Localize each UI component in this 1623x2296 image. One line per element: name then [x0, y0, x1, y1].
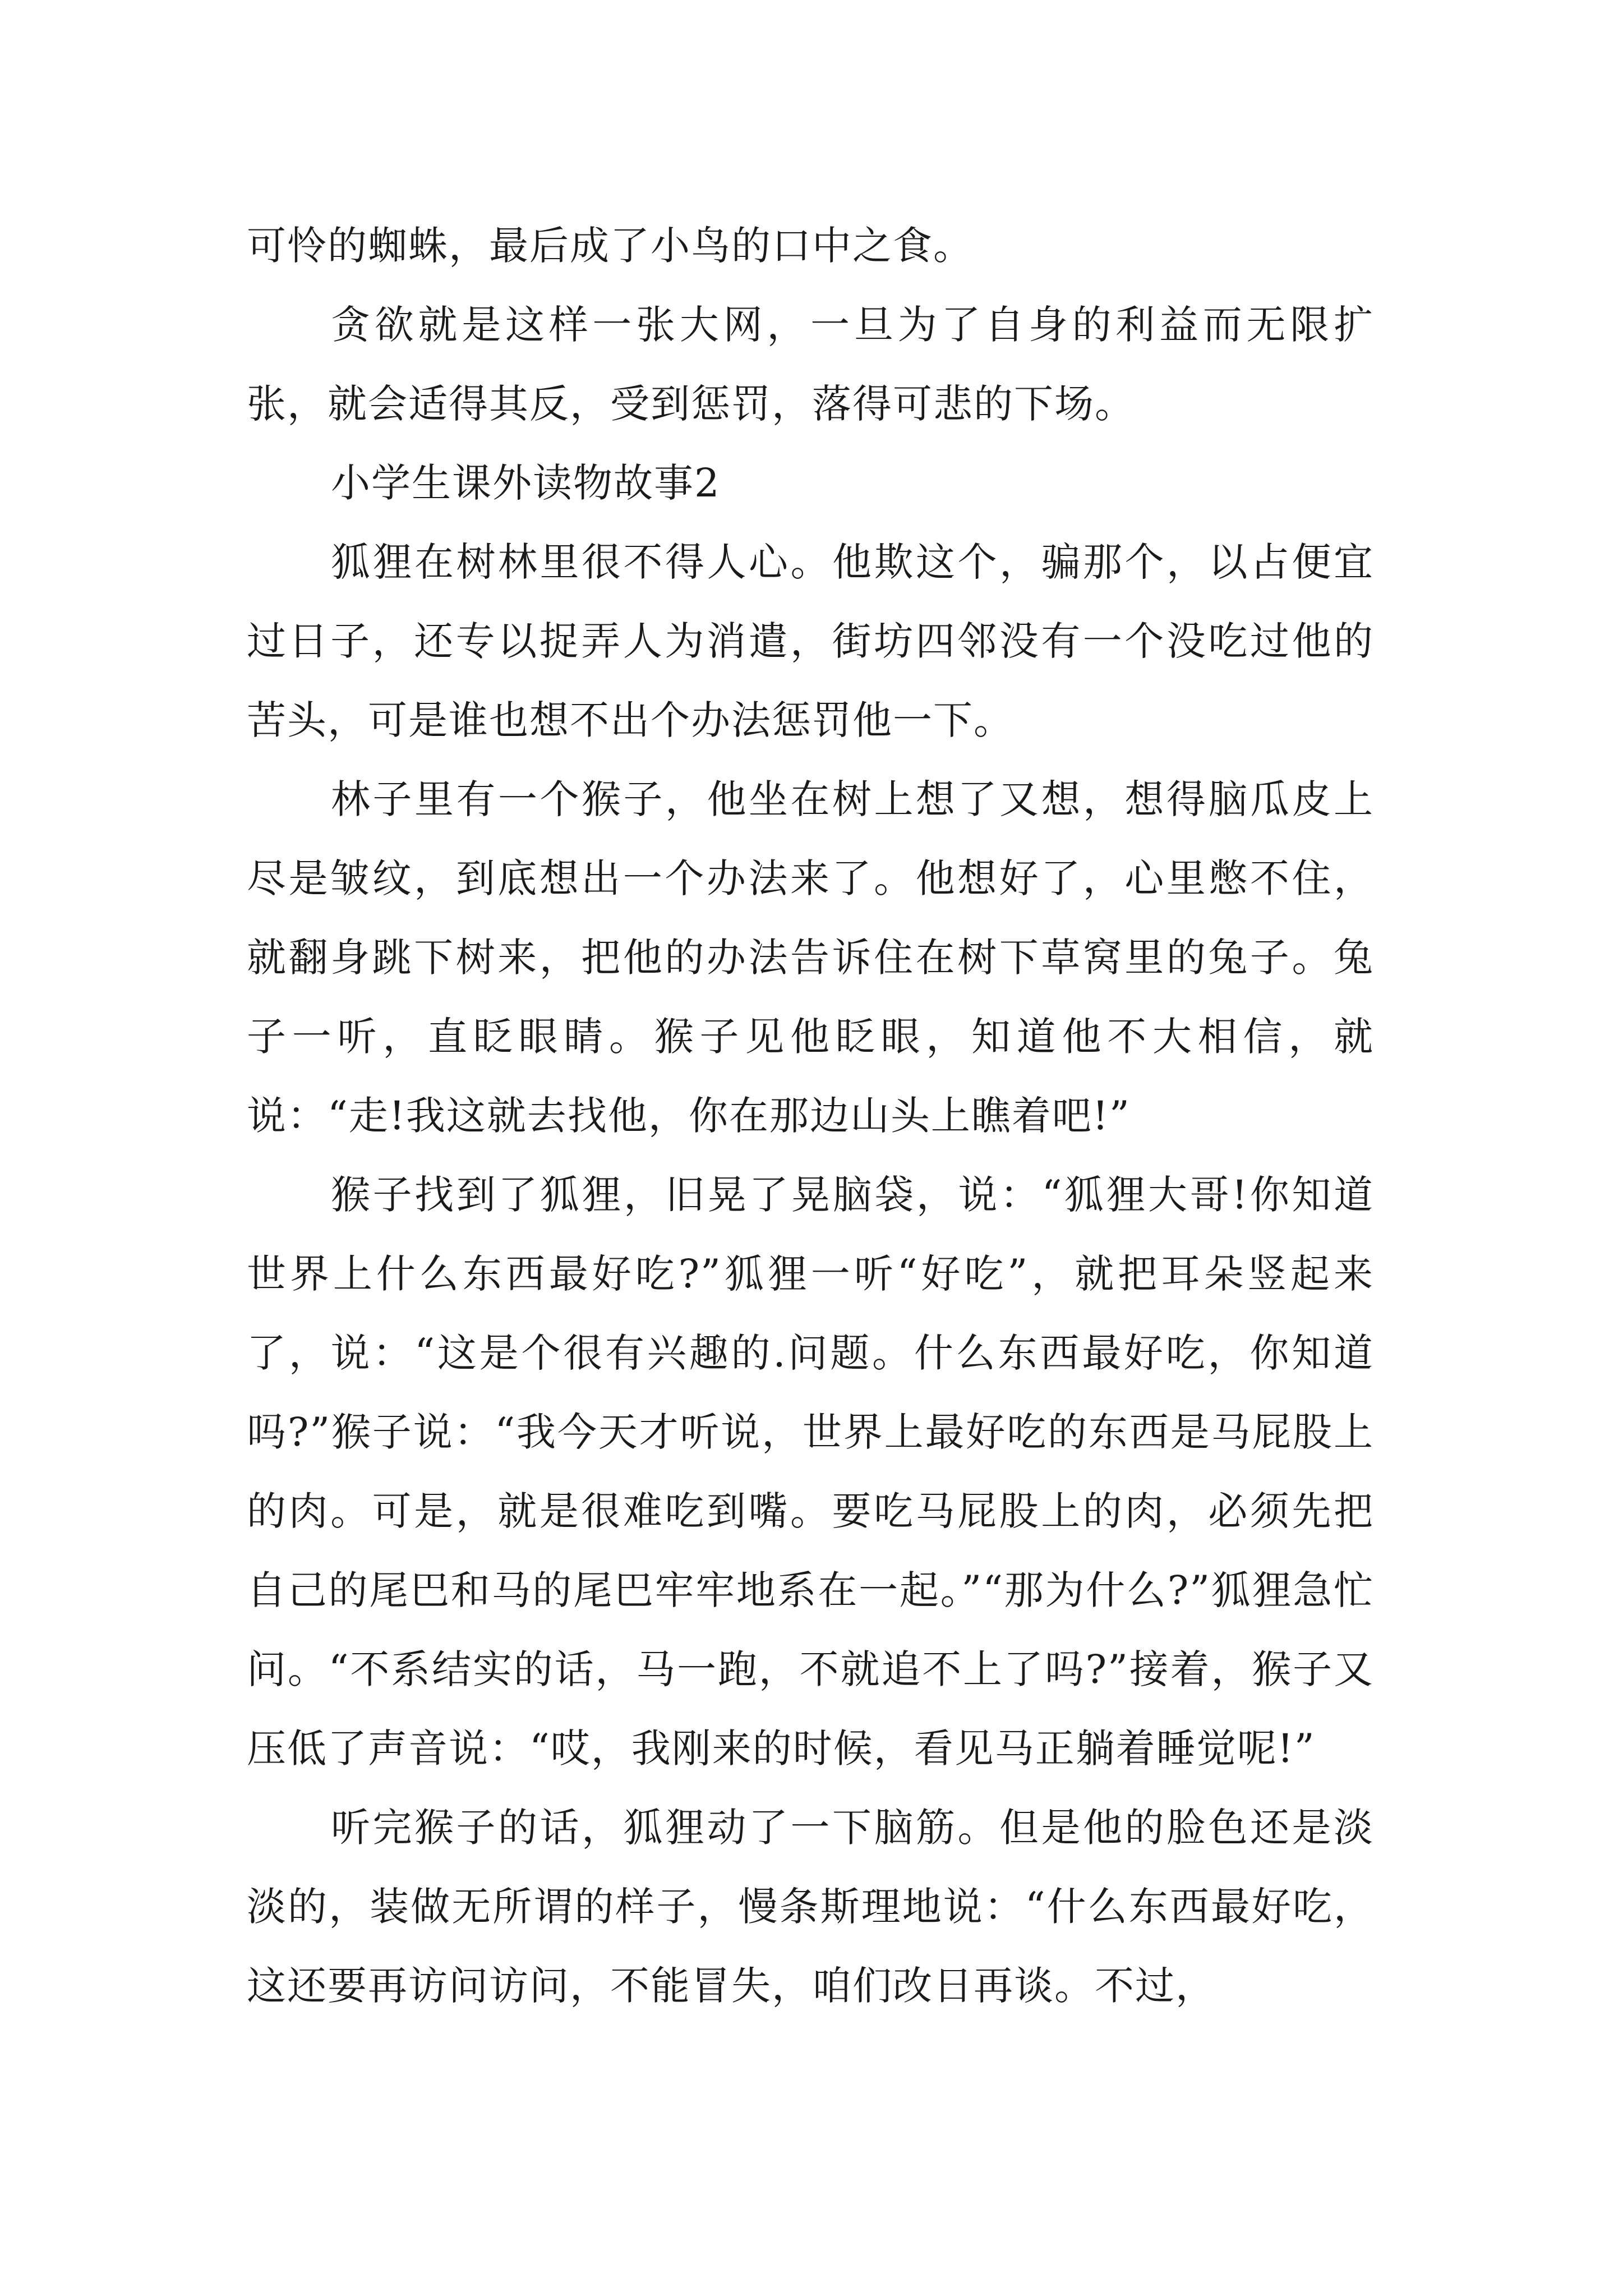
paragraph-1: 可怜的蜘蛛，最后成了小鸟的口中之食。 — [247, 223, 974, 269]
paragraph-4: 林子里有一个猴子，他坐在树上想了又想，想得脑瓜皮上尽是皱纹，到底想出一个办法来了。他想好了，心里憋不住，就翻身跳下树来，把他的办法告诉住在树下草窝里的兔子。兔子一听，直眨眼睛。猴子见他眨眼，知道他不大相信，就说：“走!我这就去找他，你在那边山头上瞧着吧!” — [247, 776, 1374, 1139]
paragraph-5: 猴子找到了狐狸，旧晃了晃脑袋，说：“狐狸大哥!你知道世界上什么东西最好吃?”狐狸一听“好吃”，就把耳朵竖起来了，说：“这是个很有兴趣的.问题。什么东西最好吃，你知道吗?”猴子说：“我今天才听说，世界上最好吃的东西是马屁股上的肉。可是，就是很难吃到嘴。要吃马屁股上的肉，必须先把自己的尾巴和马的尾巴牢牢地系在一起。”“那为什么?”狐狸急忙问。“不系结实的话，马一跑，不就追不上了吗?”接着，猴子又压低了声音说：“哎，我刚来的时候，看见马正躺着睡觉呢!” — [247, 1172, 1374, 1772]
paragraph-3: 狐狸在树林里很不得人心。他欺这个，骗那个，以占便宜过日子，还专以捉弄人为消遣，街坊四邻没有一个没吃过他的苦头，可是谁也想不出个办法惩罚他一下。 — [247, 539, 1374, 743]
paragraph-6: 听完猴子的话，狐狸动了一下脑筋。但是他的脸色还是淡淡的，装做无所谓的样子，慢条斯理地说：“什么东西最好吃，这还要再访问访问，不能冒失，咱们改日再谈。不过， — [247, 1805, 1374, 2009]
paragraph-2: 贪欲就是这样一张大网，一旦为了自身的利益而无限扩张，就会适得其反，受到惩罚，落得可悲的下场。 — [247, 302, 1374, 427]
story-heading: 小学生课外读物故事2 — [331, 460, 721, 506]
document-body — [247, 206, 1374, 2026]
